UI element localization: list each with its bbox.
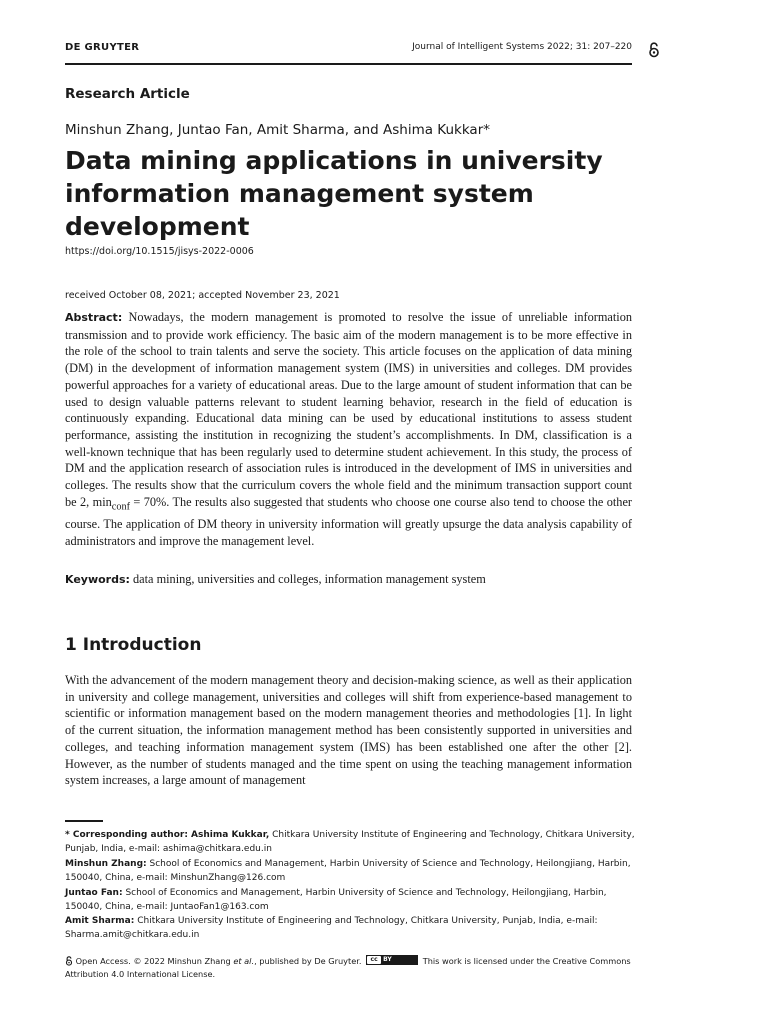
keywords-label: Keywords:: [65, 573, 130, 586]
header-rule: [65, 63, 632, 65]
article-title: Data mining applications in university information management system development: [65, 146, 603, 241]
license-et-al: et al.: [233, 956, 255, 966]
footnote-rule: [65, 820, 103, 822]
cc-by-badge[interactable]: [366, 955, 418, 965]
author-list: Minshun Zhang, Juntao Fan, Amit Sharma, and Ashima Kukkar*: [65, 122, 491, 138]
journal-reference: Journal of Intelligent Systems 2022; 31: 207–220: [412, 42, 632, 52]
footnote-sharma: [65, 914, 640, 943]
footnote-text: Chitkara University Institute of Engineering and Technology, Chitkara University, Punjab, India, e-mail: Sharma.amit@chitkara.edu.in: [65, 916, 598, 941]
keywords-text: data mining, universities and colleges, information management system: [133, 572, 486, 586]
by-label: BY: [383, 956, 392, 963]
footnote-corresponding-author: [65, 828, 640, 857]
abstract-subscript: conf: [111, 501, 130, 513]
license-statement: This work is licensed under the Creative Commons Attribution 4.0 International License.: [65, 956, 631, 979]
footnote-zhang: [65, 857, 640, 886]
footnote-label: Amit Sharma:: [65, 916, 135, 926]
license-notice: [65, 955, 640, 980]
abstract: [65, 309, 632, 549]
abstract-label: Abstract:: [65, 311, 123, 324]
footnote-text: Chitkara University Institute of Engineering and Technology, Chitkara University, Punjab, India, e-mail: ashima@chitkara.edu.in: [65, 830, 635, 855]
footnote-label: Minshun Zhang:: [65, 859, 147, 869]
doi-link[interactable]: https://doi.org/10.1515/jisys-2022-0006: [65, 246, 254, 257]
footnote-label: * Corresponding author: Ashima Kukkar,: [65, 830, 270, 840]
cc-icon: cc: [367, 956, 381, 964]
received-dates: received October 08, 2021; accepted November 23, 2021: [65, 290, 340, 301]
keywords: [65, 571, 632, 589]
abstract-text-end: = 70%. The results also suggested that students who choose one course also tend to choose the other course. The application of DM theory in university information will greatly upsurge the data analysis capability of administrators and improve the management level.: [65, 494, 632, 548]
footnote-label: Juntao Fan:: [65, 888, 123, 898]
section-heading: 1 Introduction: [65, 635, 202, 655]
open-access-icon: [65, 956, 73, 966]
license-publisher: , published by De Gruyter.: [254, 956, 362, 966]
footnote-fan: [65, 886, 640, 915]
license-text: Open Access. © 2022 Minshun Zhang: [75, 956, 234, 966]
publisher-name: DE GRUYTER: [65, 42, 140, 53]
open-access-icon: [648, 42, 660, 58]
article-type: Research Article: [65, 86, 190, 102]
introduction-text: With the advancement of the modern management theory and decision-making science, as well as their application in university and college management, universities and colleges will shift from experience-based management to scientific or information management based on the modern management theories and methodologies [1]. In light of the current situation, the information management method has been consistently supported in universities and colleges, and teaching information management system (IMS) has been established one after the other [2]. However, as the number of students managed and the time spent on using the teaching management information system increases, a large amount of management: [65, 673, 632, 788]
footnote-text: School of Economics and Management, Harbin University of Science and Technology, Heilongjiang, Harbin, 150040, China, e-mail: MinshunZhang@126.com: [65, 859, 631, 884]
footnote-text: School of Economics and Management, Harbin University of Science and Technology, Heilongjiang, Harbin, 150040, China, e-mail: JuntaoFan1@163.com: [65, 888, 607, 913]
abstract-text: Nowadays, the modern management is promoted to resolve the issue of unreliable information transmission and to provide work efficiency. The basic aim of the modern management is to be more effective in the role of the school to train talents and serve the society. This article focuses on the application of data mining (DM) in the development of information management system (IMS) in universities and colleges. DM provides powerful approaches for a variety of educational areas. Due to the large amount of student information that can be used to design valuable patterns relevant to student learning behavior, research in the field of education is continuously expanding. Educational data mining can be used by educational institutions to assess student performance, assisting the institution in recognizing the student’s accomplishments. In DM, classification is a well-known technique that has been regularly used to determine student achievement. In this study, the process of DM and the application research of association rules is introduced in the development of IMS in universities and colleges. The results show that the curriculum covers the whole field and the minimum transaction support count be 2, min: [65, 310, 632, 509]
